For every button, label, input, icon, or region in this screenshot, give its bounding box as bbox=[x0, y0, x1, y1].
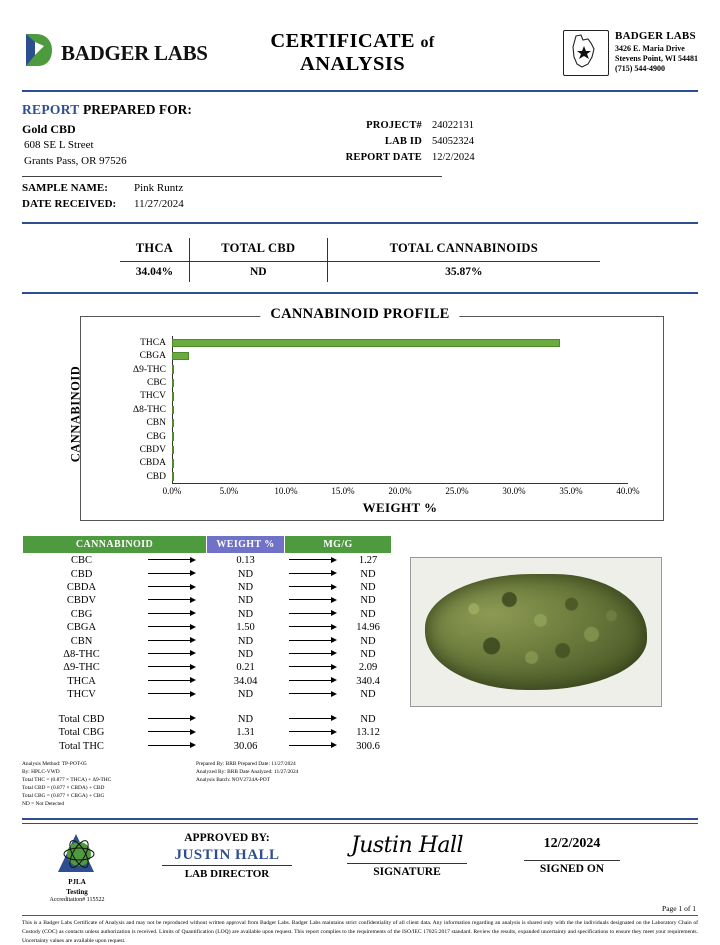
lab-id-value: 54052324 bbox=[432, 135, 474, 147]
page-header bbox=[22, 0, 698, 86]
chart-x-tick: 0.0% bbox=[162, 486, 182, 497]
project-number-label: PROJECT# bbox=[366, 120, 422, 131]
analysis-note-line: ND = Not Detected bbox=[22, 801, 65, 808]
lab-address-1: 3426 E. Maria Drive bbox=[615, 43, 685, 53]
chart-x-tick: 25.0% bbox=[445, 486, 469, 497]
chart-bar-label: Δ9-THC bbox=[132, 364, 166, 375]
cannabinoid-weight: ND bbox=[237, 713, 254, 725]
cannabinoid-mgg: 1.27 bbox=[358, 555, 378, 567]
cannabinoid-weight: 34.04 bbox=[233, 675, 258, 687]
title-end: ANALYSIS bbox=[300, 53, 406, 75]
approved-by-label: APPROVED BY: bbox=[184, 832, 270, 845]
chart-bar-row bbox=[140, 390, 628, 403]
signed-on-block bbox=[492, 828, 652, 877]
date-received-value: 11/27/2024 bbox=[134, 198, 184, 211]
chart-bar-label: Δ8-THC bbox=[132, 404, 166, 415]
table-row bbox=[23, 634, 392, 647]
report-section-divider bbox=[22, 176, 442, 177]
chart-bar-label: CBG bbox=[146, 431, 166, 442]
chart-title: CANNABINOID PROFILE bbox=[260, 306, 459, 323]
date-received-label: DATE RECEIVED: bbox=[22, 198, 117, 211]
analysis-note-line: By: HPLC-VWD bbox=[22, 768, 60, 775]
analysis-note-line: Total THC = (0.877 × THCA) + Δ9-THC bbox=[22, 776, 112, 783]
chart-bar bbox=[172, 432, 174, 441]
pjla-testing: Testing bbox=[66, 887, 88, 896]
cannabinoid-weight: ND bbox=[237, 568, 254, 580]
chart-bar bbox=[172, 365, 174, 374]
header-divider bbox=[22, 90, 698, 92]
chart-bar bbox=[172, 406, 174, 415]
cannabinoid-mgg: 300.6 bbox=[356, 740, 380, 752]
cannabinoid-mgg: ND bbox=[360, 648, 376, 660]
table-row bbox=[23, 554, 392, 568]
lab-name: BADGER LABS bbox=[615, 30, 696, 42]
arrow-icon bbox=[285, 608, 345, 621]
cannabinoid-mgg: 340.4 bbox=[356, 675, 380, 687]
chart-x-tick: 40.0% bbox=[616, 486, 640, 497]
chart-y-axis-label: CANNABINOID bbox=[68, 365, 83, 463]
chart-bar-label: CBDA bbox=[139, 458, 166, 469]
arrow-icon bbox=[141, 634, 207, 647]
table-row bbox=[23, 648, 392, 661]
arrow-icon bbox=[285, 688, 345, 701]
arrow-icon bbox=[141, 675, 207, 688]
pjla-accreditation-number: Accreditation# 115522 bbox=[49, 896, 105, 903]
cannabinoid-table-body bbox=[23, 554, 392, 753]
cannabinoid-weight: 0.21 bbox=[236, 662, 255, 674]
lab-id-label: LAB ID bbox=[384, 135, 422, 147]
cannabinoid-weight: 0.13 bbox=[236, 555, 255, 567]
chart-bar bbox=[172, 379, 174, 388]
pjla-text bbox=[22, 878, 132, 904]
cannabinoid-table-wrap bbox=[22, 535, 392, 808]
cannabinoid-name: Total THC bbox=[59, 740, 104, 752]
col-header-mgg: MG/G bbox=[285, 536, 392, 554]
cannabinoid-weight: 30.06 bbox=[233, 740, 258, 752]
cannabinoid-name: CBD bbox=[70, 568, 93, 580]
table-spacer bbox=[23, 701, 392, 712]
prepared-for-label: PREPARED FOR: bbox=[82, 102, 192, 117]
arrow-icon bbox=[285, 581, 345, 594]
cannabinoid-mgg: 2.09 bbox=[358, 662, 378, 674]
cannabinoid-name: Δ9-THC bbox=[63, 662, 100, 674]
chart-bar-row bbox=[146, 470, 628, 483]
chart-bar bbox=[172, 459, 174, 468]
chart-bar-label: CBGA bbox=[139, 351, 166, 362]
cannabinoid-name: Total CBG bbox=[58, 727, 105, 739]
pjla-accreditation bbox=[22, 828, 132, 904]
cannabinoid-mgg: ND bbox=[360, 635, 376, 647]
lower-section bbox=[22, 535, 698, 808]
table-row bbox=[23, 688, 392, 701]
cannabinoid-name: CBN bbox=[70, 635, 93, 647]
chart-bar-row bbox=[139, 457, 628, 470]
approval-section bbox=[22, 824, 698, 906]
summary-top-divider bbox=[22, 222, 698, 224]
arrow-icon bbox=[141, 726, 207, 739]
arrow-icon bbox=[141, 688, 207, 701]
arrow-icon bbox=[285, 648, 345, 661]
cannabinoid-name: CBGA bbox=[66, 622, 97, 634]
analysis-notes-method bbox=[22, 760, 182, 809]
customer-address-2: Grants Pass, OR 97526 bbox=[24, 155, 127, 168]
lab-id-row bbox=[284, 134, 534, 150]
table-row bbox=[23, 608, 392, 621]
cannabinoid-mgg: ND bbox=[360, 582, 376, 594]
cannabinoid-mgg: ND bbox=[360, 689, 376, 701]
summary-table bbox=[120, 238, 600, 282]
chart-bar-label: CBDV bbox=[139, 444, 166, 455]
chart-bar-row bbox=[139, 350, 628, 363]
chart-bar bbox=[172, 339, 560, 348]
arrow-icon bbox=[141, 713, 207, 726]
cannabinoid-mgg: 13.12 bbox=[356, 727, 380, 739]
cannabinoid-table bbox=[22, 535, 392, 753]
cannabinoid-weight: ND bbox=[237, 582, 254, 594]
cannabinoid-weight: ND bbox=[237, 635, 254, 647]
analysis-note-line: Analysis Batch: NOV2724A-POT bbox=[196, 776, 270, 783]
analysis-note-line: Prepared By: BRB Prepared Date: 11/27/2024 bbox=[196, 760, 296, 767]
approved-by-block bbox=[132, 828, 322, 880]
approval-top-divider bbox=[22, 818, 698, 820]
arrow-icon bbox=[141, 554, 207, 568]
chart-bar-label: THCA bbox=[140, 337, 166, 348]
report-info bbox=[22, 102, 698, 213]
chart-bar-row bbox=[132, 403, 628, 416]
summary-bottom-divider bbox=[22, 292, 698, 294]
report-date-row bbox=[284, 150, 534, 166]
chart-bar-row bbox=[132, 363, 628, 376]
signature-block bbox=[322, 828, 492, 880]
chart-bar-row bbox=[140, 336, 628, 349]
arrow-icon bbox=[285, 675, 345, 688]
lab-address bbox=[615, 30, 698, 74]
signed-on-date: 12/2/2024 bbox=[543, 836, 601, 852]
cannabinoid-weight: ND bbox=[237, 595, 254, 607]
report-word: REPORT bbox=[22, 102, 80, 117]
arrow-icon bbox=[285, 554, 345, 568]
arrow-icon bbox=[141, 608, 207, 621]
pjla-name: PJLA bbox=[68, 878, 86, 887]
cannabinoid-weight: ND bbox=[237, 608, 254, 620]
sample-name-label: SAMPLE NAME: bbox=[22, 182, 108, 195]
cannabinoid-weight: ND bbox=[237, 648, 254, 660]
sample-name-row bbox=[22, 181, 698, 197]
analysis-note-line: Total CBG = (0.877 × CBGA) + CBG bbox=[22, 793, 105, 800]
analysis-notes-batch bbox=[196, 760, 366, 809]
cannabinoid-name: CBG bbox=[70, 608, 93, 620]
sample-block bbox=[22, 181, 698, 213]
summary-header-thca: THCA bbox=[135, 241, 174, 256]
table-row bbox=[23, 675, 392, 688]
chart-x-tick: 35.0% bbox=[559, 486, 583, 497]
project-number-row bbox=[284, 118, 534, 134]
table-row-total bbox=[23, 739, 392, 752]
cannabinoid-name: THCA bbox=[67, 675, 96, 687]
table-row-total bbox=[23, 726, 392, 739]
cannabinoid-weight: 1.50 bbox=[236, 622, 255, 634]
chart-x-tick-labels bbox=[162, 486, 640, 500]
page-number: Page 1 of 1 bbox=[662, 904, 696, 914]
cannabinoid-name: Δ8-THC bbox=[63, 648, 100, 660]
chart-bar-label: CBD bbox=[146, 471, 166, 482]
title-of: of bbox=[420, 34, 435, 51]
chart-bar bbox=[172, 352, 189, 361]
pjla-logo-icon bbox=[46, 830, 108, 876]
approver-role: LAB DIRECTOR bbox=[184, 868, 270, 881]
cannabinoid-name: THCV bbox=[67, 689, 96, 701]
summary-value-thca: 34.04% bbox=[120, 262, 189, 283]
leaf-icon bbox=[22, 32, 54, 75]
signature-label: SIGNATURE bbox=[347, 863, 467, 878]
approver-name: JUSTIN HALL bbox=[162, 847, 291, 866]
sample-photo-wrap bbox=[410, 535, 660, 808]
chart-x-tick: 5.0% bbox=[219, 486, 239, 497]
customer-name: Gold CBD bbox=[22, 122, 76, 136]
page-title bbox=[216, 30, 489, 76]
cannabinoid-name: CBDA bbox=[66, 582, 97, 594]
chart-bar-label: CBN bbox=[146, 418, 166, 429]
table-row bbox=[23, 594, 392, 607]
arrow-icon bbox=[285, 713, 345, 726]
analysis-note-line: Analyzed By: BRB Date Analyzed: 11/27/2024 bbox=[196, 768, 299, 775]
arrow-icon bbox=[285, 634, 345, 647]
summary-header-total-cbd: TOTAL CBD bbox=[189, 238, 327, 262]
lab-phone: (715) 544-4900 bbox=[615, 63, 666, 73]
arrow-icon bbox=[141, 739, 207, 752]
chart-x-tick: 10.0% bbox=[274, 486, 298, 497]
chart-x-tick: 20.0% bbox=[388, 486, 412, 497]
arrow-icon bbox=[285, 621, 345, 634]
col-header-cannabinoid: CANNABINOID bbox=[23, 536, 207, 554]
title-main: CERTIFICATE bbox=[270, 30, 415, 52]
cannabinoid-name: CBDV bbox=[66, 595, 97, 607]
summary-value-row bbox=[120, 262, 600, 283]
chart-bar-row bbox=[146, 430, 628, 443]
lab-address-2: Stevens Point, WI 54481 bbox=[615, 53, 698, 63]
cannabinoid-weight: 1.31 bbox=[236, 727, 255, 739]
arrow-icon bbox=[141, 594, 207, 607]
analysis-note-line: Analysis Method: TP-POT-05 bbox=[22, 760, 87, 767]
summary-header-row bbox=[120, 238, 600, 262]
col-header-weight: WEIGHT % bbox=[207, 536, 285, 554]
analysis-notes bbox=[22, 760, 392, 809]
arrow-icon bbox=[141, 648, 207, 661]
summary-value-total-cannabinoids: 35.87% bbox=[327, 262, 600, 283]
arrow-icon bbox=[141, 661, 207, 674]
report-date-value: 12/2/2024 bbox=[432, 151, 475, 163]
arrow-icon bbox=[141, 621, 207, 634]
brand-name: BADGER LABS bbox=[61, 40, 208, 65]
lab-info bbox=[489, 30, 698, 76]
project-fields bbox=[284, 118, 534, 165]
brand-logo bbox=[22, 32, 216, 75]
cannabinoid-mgg: ND bbox=[360, 608, 376, 620]
signature-image: Justin Hall bbox=[350, 833, 464, 859]
chart-bar-row bbox=[139, 443, 628, 456]
project-number-value: 24022131 bbox=[432, 120, 474, 131]
chart-bar bbox=[172, 446, 174, 455]
cannabinoid-name: CBC bbox=[70, 555, 92, 567]
footer-disclaimer: This is a Badger Labs Certificate of Analysis and may not be reproduced without written approval from Badger Labs. Badger Labs maintains strict confidentiality of all client data. Any information regarding an analysis is shared only with the the individuals designated on the Laboratory Chain of Custody (COC) as contacts unless authorization is received. Limits of Quantification (LOQ) are available upon request. This report complies to the requirements of the ISO/IEC 17025:2017 standard. Review the results, expanded uncertainty and specifications to ensure they meet your requirements. Uncertainty values are available upon request. bbox=[22, 920, 698, 944]
arrow-icon bbox=[141, 581, 207, 594]
summary-value-total-cbd: ND bbox=[189, 262, 327, 283]
table-row bbox=[23, 581, 392, 594]
cannabinoid-name: Total CBD bbox=[58, 713, 105, 725]
chart-bar-label: THCV bbox=[140, 391, 166, 402]
report-date-label: REPORT DATE bbox=[345, 151, 422, 163]
chart-x-tick: 30.0% bbox=[502, 486, 526, 497]
table-row-total bbox=[23, 713, 392, 726]
chart-bar bbox=[172, 419, 174, 428]
arrow-icon bbox=[285, 661, 345, 674]
cannabinoid-header-row bbox=[23, 536, 392, 554]
cannabinoid-mgg: ND bbox=[360, 568, 376, 580]
chart-x-axis-label: WEIGHT % bbox=[362, 500, 438, 516]
summary-header-total-cannabinoids: TOTAL CANNABINOIDS bbox=[389, 241, 538, 256]
arrow-icon bbox=[285, 726, 345, 739]
chart-bar-row bbox=[146, 376, 628, 389]
cannabinoid-mgg: ND bbox=[360, 713, 376, 725]
table-row bbox=[23, 621, 392, 634]
chart-x-tick: 15.0% bbox=[331, 486, 355, 497]
sample-photo bbox=[410, 557, 662, 707]
arrow-icon bbox=[285, 594, 345, 607]
cannabinoid-mgg: ND bbox=[360, 595, 376, 607]
analysis-note-line: Total CBD = (0.877 × CBDA) + CBD bbox=[22, 785, 105, 792]
signed-on-label: SIGNED ON bbox=[524, 860, 620, 875]
cannabinoid-weight: ND bbox=[237, 689, 254, 701]
cannabinoid-mgg: 14.96 bbox=[356, 622, 380, 634]
arrow-icon bbox=[285, 739, 345, 752]
arrow-icon bbox=[285, 568, 345, 581]
footer-divider bbox=[22, 915, 698, 916]
chart-bar bbox=[172, 392, 174, 401]
chart-bar-label: CBC bbox=[146, 378, 166, 388]
table-row bbox=[23, 661, 392, 674]
cannabinoid-chart bbox=[22, 306, 698, 521]
date-received-row bbox=[22, 197, 698, 213]
cannabis-bud-image bbox=[425, 574, 647, 690]
customer-address-1: 608 SE L Street bbox=[24, 139, 94, 152]
report-heading bbox=[22, 102, 698, 118]
arrow-icon bbox=[141, 568, 207, 581]
summary-table-wrap bbox=[22, 238, 698, 282]
chart-bar bbox=[172, 472, 174, 481]
chart-plot-area bbox=[132, 336, 628, 484]
wisconsin-state-icon bbox=[563, 30, 609, 76]
chart-bar-row bbox=[146, 416, 628, 429]
table-row bbox=[23, 568, 392, 581]
sample-name-value: Pink Runtz bbox=[134, 182, 184, 195]
